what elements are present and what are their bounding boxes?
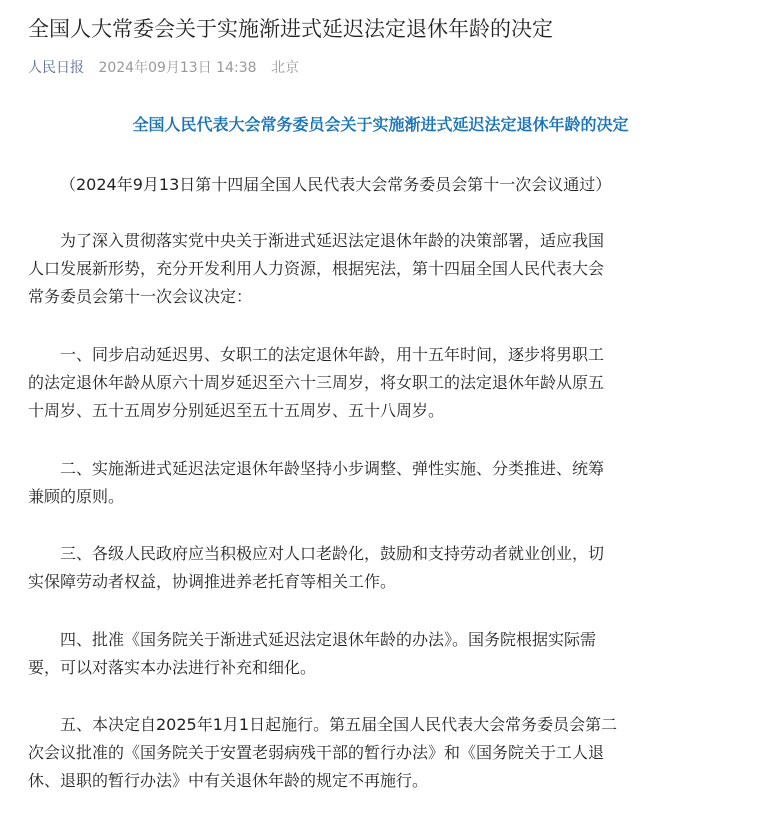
page-title: 全国人大常委会关于实施渐进式延迟法定退休年龄的决定 — [28, 17, 553, 41]
source-link[interactable]: 人民日报 — [28, 60, 84, 76]
publish-datetime: 2024年09月13日 14:38 — [98, 60, 257, 76]
paragraph-line: 一、同步启动延迟男、女职工的法定退休年龄，用十五年时间，逐步将男职工 — [60, 345, 605, 364]
paragraph-line: 四、批准《国务院关于渐进式延迟法定退休年龄的办法》。国务院根据实际需 — [60, 630, 597, 649]
publish-location: 北京 — [270, 60, 299, 76]
paragraph-line: 五、本决定自2025年1月1日起施行。第五届全国人民代表大会常务委员会第二 — [60, 715, 618, 734]
paragraph-line: 要，可以对落实本办法进行补充和细化。 — [28, 658, 317, 677]
paragraph-line: 次会议批准的《国务院关于安置老弱病残干部的暂行办法》和《国务院关于工人退 — [28, 743, 605, 762]
paragraph-clause-4 — [28, 626, 733, 682]
paragraph-line: 实保障劳动者权益，协调推进养老托育等相关工作。 — [28, 572, 397, 591]
paragraph-line: 的法定退休年龄从原六十周岁延迟至六十三周岁，将女职工的法定退休年龄从原五 — [28, 373, 605, 392]
document-title: 全国人民代表大会常务委员会关于实施渐进式延迟法定退休年龄的决定 — [132, 115, 629, 134]
paragraph-clause-5 — [28, 711, 733, 795]
paragraph-clause-3 — [28, 540, 733, 596]
paragraph-preamble — [28, 227, 733, 311]
adoption-note: （2024年9月13日第十四届全国人民代表大会常务委员会第十一次会议通过） — [60, 175, 612, 194]
paragraph-clause-2 — [28, 455, 733, 511]
paragraph-line: 十周岁、五十五周岁分别延迟至五十五周岁、五十八周岁。 — [28, 401, 445, 420]
paragraph-line: 为了深入贯彻落实党中央关于渐进式延迟法定退休年龄的决策部署，适应我国 — [60, 231, 605, 250]
paragraph-line: 二、实施渐进式延迟法定退休年龄坚持小步调整、弹性实施、分类推进、统筹 — [60, 459, 605, 478]
paragraph-line: 常务委员会第十一次会议决定： — [28, 287, 253, 306]
paragraph-clause-1 — [28, 341, 733, 425]
paragraph-line: 三、各级人民政府应当积极应对人口老龄化，鼓励和支持劳动者就业创业，切 — [60, 544, 605, 563]
paragraph-line: 兼顾的原则。 — [28, 487, 125, 506]
article-meta — [28, 58, 299, 78]
paragraph-line: 人口发展新形势，充分开发利用人力资源，根据宪法，第十四届全国人民代表大会 — [28, 259, 605, 278]
paragraph-line: 休、退职的暂行办法》中有关退休年龄的规定不再施行。 — [28, 771, 429, 790]
